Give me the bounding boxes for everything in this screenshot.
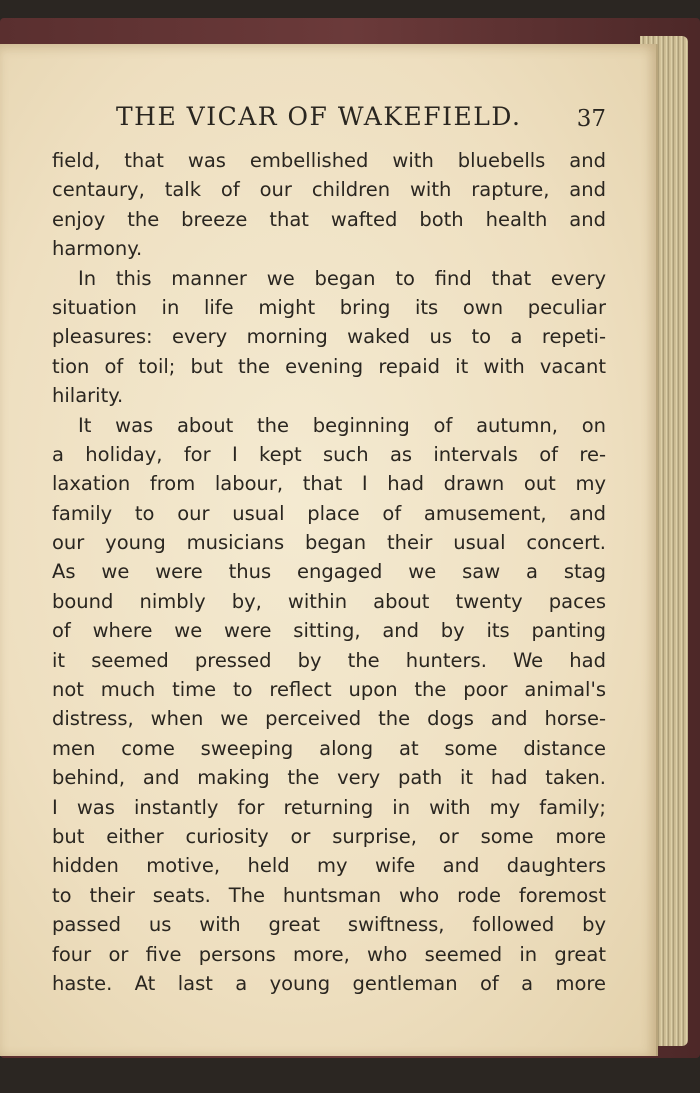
page-number: 37 [576, 106, 606, 132]
text-line: but either curiosity or surprise, or some more [52, 824, 606, 848]
text-line: hidden motive, held my wife and daughters [52, 854, 606, 878]
text-line: our young musicians began their usual concert. [52, 531, 606, 555]
text-line: tion of toil; but the evening repaid it with vacant [52, 354, 606, 378]
text-line: bound nimbly by, within about twenty paces [52, 589, 606, 613]
text-line: In this manner we began to find that every [78, 266, 606, 290]
text-line: it seemed pressed by the hunters. We had [52, 648, 606, 672]
book-page [0, 44, 658, 1056]
text-line: field, that was embellished with bluebells and [52, 149, 606, 172]
text-line: It was about the beginning of autumn, on [78, 413, 606, 437]
text-line: situation in life might bring its own peculiar [52, 295, 606, 319]
running-title: THE VICAR OF WAKEFIELD. [116, 102, 522, 131]
text-line: men come sweeping along at some distance [52, 736, 606, 760]
page-header [52, 98, 606, 138]
text-line: enjoy the breeze that wafted both health and [52, 207, 606, 231]
text-line: hilarity. [52, 384, 124, 408]
text-line: family to our usual place of amusement, and [52, 501, 606, 525]
text-line: four or five persons more, who seemed in great [52, 942, 606, 966]
text-line: of where we were sitting, and by its panting [52, 619, 606, 643]
text-line: I was instantly for returning in with my family; [52, 795, 606, 819]
text-line: pleasures: every morning waked us to a repeti- [52, 325, 606, 349]
text-line: to their seats. The huntsman who rode foremost [52, 883, 606, 907]
text-line: harmony. [52, 237, 143, 261]
text-line: haste. At last a young gentleman of a more [52, 971, 606, 995]
text-line: a holiday, for I kept such as intervals of re- [52, 442, 606, 466]
text-line: passed us with great swiftness, followed by [52, 913, 606, 937]
text-line: not much time to reflect upon the poor animal's [52, 678, 606, 702]
body-text [52, 146, 606, 998]
text-line: centaury, talk of our children with rapture, and [52, 178, 606, 202]
text-line: behind, and making the very path it had taken. [52, 766, 606, 790]
text-line: As we were thus engaged we saw a stag [52, 560, 606, 584]
text-line: laxation from labour, that I had drawn out my [52, 472, 606, 496]
text-line: distress, when we perceived the dogs and horse- [52, 707, 606, 731]
